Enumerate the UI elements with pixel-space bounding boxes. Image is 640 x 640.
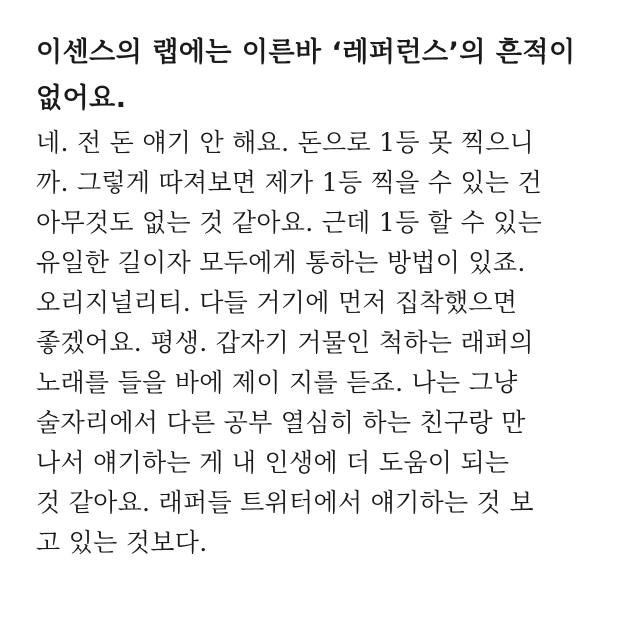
answer-line: 까. 그렇게 따져보면 제가 1등 찍을 수 있는 건 (36, 168, 543, 197)
interview-question (36, 30, 616, 122)
question-line: 이센스의 랩에는 이른바 ‘레퍼런스’의 흔적이 (36, 37, 576, 68)
answer-line: 유일한 길이자 모두에게 통하는 방법이 있죠. (36, 248, 526, 277)
interview-answer (36, 123, 616, 563)
answer-line: 것 같아요. 래퍼들 트위터에서 얘기하는 것 보 (36, 488, 534, 517)
answer-line: 아무것도 없는 것 같아요. 근데 1등 할 수 있는 (36, 208, 543, 237)
answer-line: 고 있는 것보다. (36, 528, 208, 557)
answer-line: 좋겠어요. 평생. 갑자기 거물인 척하는 래퍼의 (36, 328, 534, 357)
question-line: 없어요. (36, 83, 127, 114)
answer-line: 오리지널리티. 다들 거기에 먼저 집착했으면 (36, 288, 518, 317)
answer-line: 노래를 들을 바에 제이 지를 듣죠. 나는 그냥 (36, 368, 518, 397)
answer-line: 술자리에서 다른 공부 열심히 하는 친구랑 만 (36, 408, 526, 437)
answer-line: 네. 전 돈 얘기 안 해요. 돈으로 1등 못 찍으니 (36, 128, 535, 157)
answer-line: 나서 얘기하는 게 내 인생에 더 도움이 되는 (36, 448, 510, 477)
